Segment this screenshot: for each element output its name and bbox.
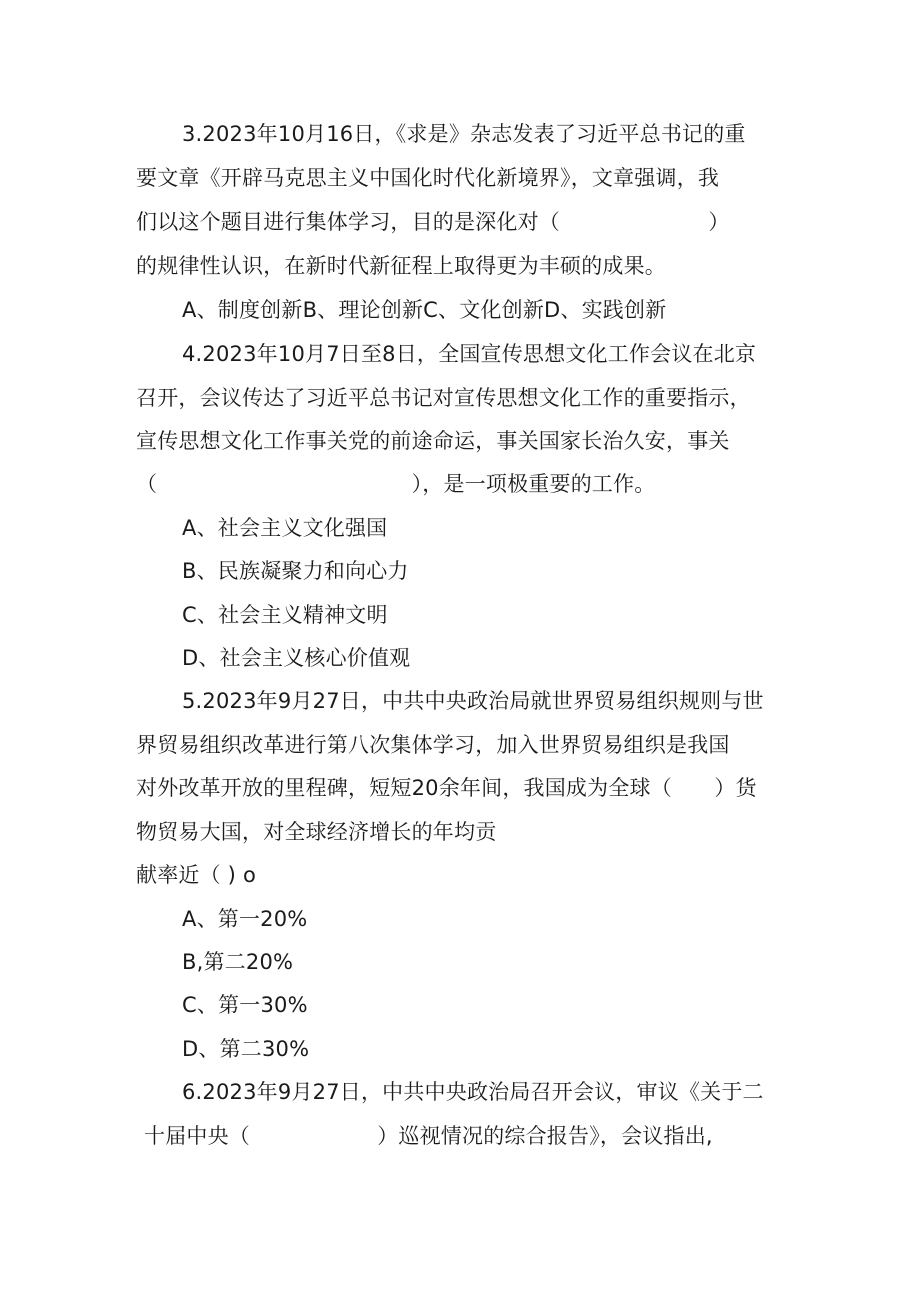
q3-line-4: 的规律性认识，在新时代新征程上取得更为丰硕的成果。 [136,254,666,278]
q4-option-b: B、民族凝聚力和向心力 [182,559,409,583]
q5-option-c: C、第一30% [182,993,308,1017]
q5-line-4: 物贸易大国，对全球经济增长的年均贡 [136,820,497,844]
q3-line-2: 要文章《开辟马克思主义中国化时代化新境界》，文章强调，我 [136,166,720,190]
q6-line-1: 6.2023年9月27日，中共中央政治局召开会议，审议《关于二 [182,1080,764,1104]
q3-line-1: 3.2023年10月16日，《求是》杂志发表了习近平总书记的重 [182,122,746,146]
q3-line-3: 们以这个题目进行集体学习，目的是深化对（ ） [136,210,730,234]
q5-line-2: 界贸易组织改革进行第八次集体学习，加入世界贸易组织是我国 [136,733,730,757]
q5-line-3: 对外改革开放的里程碑，短短20余年间，我国成为全球（ ）货 [136,776,757,800]
q5-option-a: A、第一20% [182,907,308,931]
q4-option-a: A、社会主义文化强国 [182,516,388,540]
q6-line-2: 十届中央（ ）巡视情况的综合报告》，会议指出, [144,1124,713,1148]
q4-option-d: D、社会主义核心价值观 [182,646,411,670]
q5-option-b: B,第二20% [182,950,294,974]
q4-line-4: （ ），是一项极重要的工作。 [136,472,656,496]
q5-option-d: D、第二30% [182,1037,310,1061]
q4-line-1: 4.2023年10月7日至8日，全国宣传思想文化工作会议在北京 [182,342,757,366]
q4-line-3: 宣传思想文化工作事关党的前途命运，事关国家长治久安，事关 [136,429,730,453]
q5-line-5: 献率近（ ) o [136,863,256,887]
q5-line-1: 5.2023年9月27日，中共中央政治局就世界贸易组织规则与世 [182,689,764,713]
q4-option-c: C、社会主义精神文明 [182,603,388,627]
q4-line-2: 召开，会议传达了习近平总书记对宣传思想文化工作的重要指示， [136,386,751,410]
q3-options: A、制度创新B、理论创新C、文化创新D、实践创新 [182,298,667,322]
